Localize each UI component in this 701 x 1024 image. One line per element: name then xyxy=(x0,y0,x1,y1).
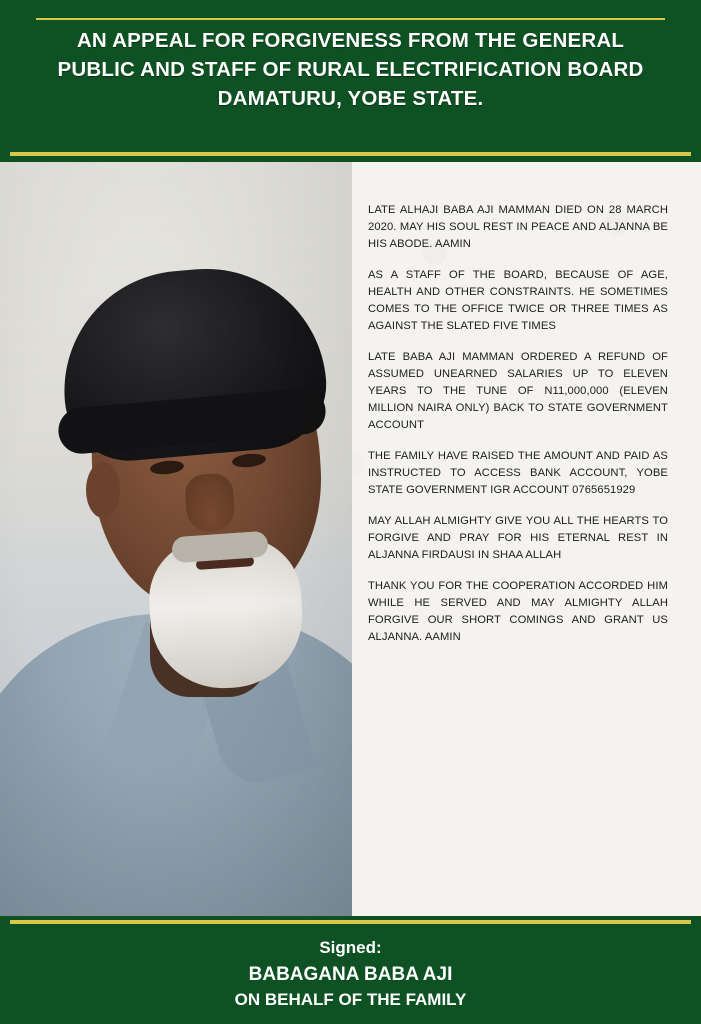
header-top-gold-rule xyxy=(36,18,665,20)
divider-top xyxy=(0,148,701,162)
poster-header xyxy=(0,0,701,148)
signer-name: BABAGANA BABA AJI xyxy=(248,963,453,985)
signed-label: Signed: xyxy=(319,938,382,957)
appeal-paragraph: AS A STAFF OF THE BOARD, BECAUSE OF AGE, HEALTH AND OTHER CONSTRAINTS. HE SOMETIMES COMES TO THE OFFICE TWICE OR THREE TIMES AS AGAINST THE SLATED FIVE TIMES xyxy=(368,269,668,333)
deceased-portrait-photo xyxy=(0,162,352,916)
appeal-paragraph: THE FAMILY HAVE RAISED THE AMOUNT AND PAID AS INSTRUCTED TO ACCESS BANK ACCOUNT, YOBE STATE GOVERNMENT IGR ACCOUNT 0765651929 xyxy=(368,450,668,497)
appeal-paragraph: THANK YOU FOR THE COOPERATION ACCORDED HIM WHILE HE SERVED AND MAY ALMIGHTY ALLAH FORGIVE OUR SHORT COMINGS AND GRANT US ALJANNA. AAMIN xyxy=(368,580,668,644)
appeal-paragraph: LATE BABA AJI MAMMAN ORDERED A REFUND OF ASSUMED UNEARNED SALARIES UP TO ELEVEN YEARS TO THE TUNE OF N11,000,000 (ELEVEN MILLION NAIRA ONLY) BACK TO STATE GOVERNMENT ACCOUNT xyxy=(368,351,668,432)
signer-role: ON BEHALF OF THE FAMILY xyxy=(234,990,467,1010)
poster-footer xyxy=(0,930,701,1024)
photo-vignette xyxy=(0,162,352,916)
poster-body xyxy=(0,162,701,916)
divider-bottom xyxy=(0,916,701,930)
appeal-paragraph: LATE ALHAJI BABA AJI MAMMAN DIED ON 28 MARCH 2020. MAY HIS SOUL REST IN PEACE AND ALJANNA BE HIS ABODE. AAMIN xyxy=(368,204,668,251)
divider-top-gold-bar xyxy=(10,152,691,156)
appeal-text-column xyxy=(368,202,668,660)
appeal-paragraph: MAY ALLAH ALMIGHTY GIVE YOU ALL THE HEARTS TO FORGIVE AND PRAY FOR HIS ETERNAL REST IN ALJANNA FIRDAUSI IN SHAA ALLAH xyxy=(368,515,668,562)
divider-bottom-gold-bar xyxy=(10,920,691,924)
page-title: AN APPEAL FOR FORGIVENESS FROM THE GENERAL PUBLIC AND STAFF OF RURAL ELECTRIFICATION BOARD DAMATURU, YOBE STATE. xyxy=(57,29,644,111)
